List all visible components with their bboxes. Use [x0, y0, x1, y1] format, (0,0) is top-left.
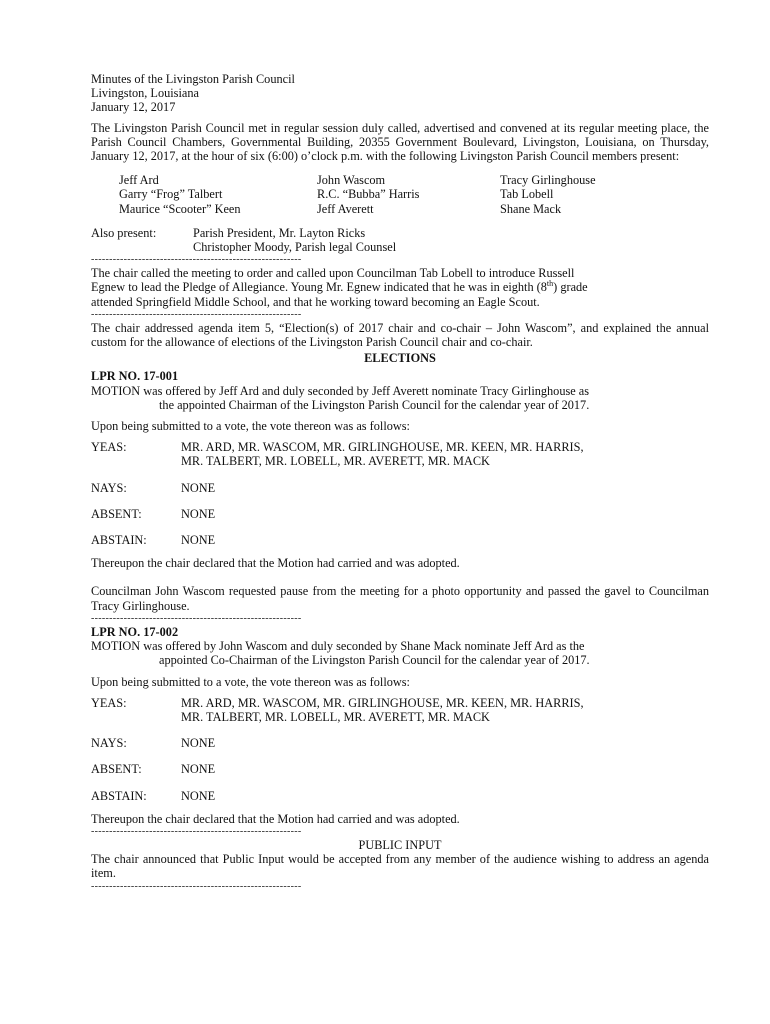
elections-heading: ELECTIONS — [364, 351, 436, 366]
nays-value: NONE — [181, 480, 216, 495]
motion-number: LPR NO. 17-002 — [91, 624, 179, 639]
member-name: Tracy Girlinghouse — [500, 173, 596, 188]
abstain-value: NONE — [181, 533, 216, 548]
vote-abstain — [91, 789, 709, 803]
motion-section — [91, 625, 709, 826]
yeas-label: YEAS: — [91, 440, 127, 455]
also-present-label: Also present: — [91, 225, 157, 240]
motion-text-line-1: MOTION was offered by Jeff Ard and duly seconded by Jeff Averett nominate Tracy Girlinghouse as — [91, 383, 590, 398]
motion-text-line-2: appointed Co-Chairman of the Livingston Parish Council for the calendar year of 2017. — [159, 653, 590, 668]
absent-value: NONE — [181, 506, 216, 521]
absent-label: ABSENT: — [91, 762, 142, 777]
nays-value: NONE — [181, 736, 216, 751]
member-name: R.C. “Bubba” Harris — [317, 187, 420, 202]
motion-text-line-1: MOTION was offered by John Wascom and duly seconded by Shane Mack nominate Jeff Ard as the — [91, 639, 585, 654]
pledge-line-2: Egnew to lead the Pledge of Allegiance. Young Mr. Egnew indicated that he was in eighth (8th) grade — [91, 279, 588, 295]
motion-text-line-2: the appointed Chairman of the Livingston Parish Council for the calendar year of 2017. — [159, 397, 590, 412]
motion-section — [91, 369, 709, 570]
also-present-line-2: Christopher Moody, Parish legal Counsel — [193, 240, 397, 255]
agenda-paragraph: The chair addressed agenda item 5, “Election(s) of 2017 chair and co-chair – John Wascom”, and explained the annual custom for the allowance of elections of the Livingston Parish Council chair and co-chair. — [91, 320, 709, 350]
header-date: January 12, 2017 — [91, 100, 176, 115]
vote-absent — [91, 762, 709, 776]
abstain-label: ABSTAIN: — [91, 533, 147, 548]
document-header — [91, 72, 709, 115]
member-name: Shane Mack — [500, 201, 562, 216]
intro-paragraph: The Livingston Parish Council met in regular session duly called, advertised and convened at its regular meeting place, the Parish Council Chambers, Governmental Building, 20355 Government Boulevard, Livingston, Louisiana, on Thursday, January 12, 2017, at the hour of six (6:00) o’clock p.m. with the following Livingston Parish Council members present: — [91, 120, 709, 164]
public-input-paragraph: The chair announced that Public Input would be accepted from any member of the audience wishing to address an agenda item. — [91, 852, 709, 881]
photo-pause-paragraph: Councilman John Wascom requested pause from the meeting for a photo opportunity and passed the gavel to Councilman Tracy Girlinghouse. — [91, 584, 709, 613]
minutes-document — [91, 72, 709, 893]
yeas-line-1: MR. ARD, MR. WASCOM, MR. GIRLINGHOUSE, MR. KEEN, MR. HARRIS, — [181, 695, 584, 710]
nays-label: NAYS: — [91, 480, 127, 495]
motion-result: Thereupon the chair declared that the Motion had carried and was adopted. — [91, 556, 460, 571]
member-name: Tab Lobell — [500, 187, 554, 202]
vote-nays — [91, 481, 709, 495]
header-title: Minutes of the Livingston Parish Council — [91, 72, 295, 86]
members-present-list — [119, 173, 709, 216]
abstain-value: NONE — [181, 788, 216, 803]
also-present — [91, 226, 709, 254]
motion-result: Thereupon the chair declared that the Motion had carried and was adopted. — [91, 811, 460, 826]
member-name: John Wascom — [317, 173, 386, 188]
vote-nays — [91, 736, 709, 750]
vote-abstain — [91, 533, 709, 547]
abstain-label: ABSTAIN: — [91, 788, 147, 803]
member-name: Maurice “Scooter” Keen — [119, 201, 241, 216]
nays-label: NAYS: — [91, 736, 127, 751]
member-name: Jeff Averett — [317, 201, 374, 216]
public-input-heading: PUBLIC INPUT — [358, 837, 442, 852]
divider: ---------------------------------------------------------- — [91, 308, 302, 320]
pledge-line-3: attended Springfield Middle School, and that he working toward becoming an Eagle Scout. — [91, 294, 540, 309]
vote-yeas — [91, 696, 709, 724]
ordinal-superscript: th — [546, 279, 554, 289]
vote-intro: Upon being submitted to a vote, the vote thereon was as follows: — [91, 674, 410, 689]
member-name: Jeff Ard — [119, 173, 159, 188]
yeas-line-1: MR. ARD, MR. WASCOM, MR. GIRLINGHOUSE, MR. KEEN, MR. HARRIS, — [181, 440, 584, 455]
absent-label: ABSENT: — [91, 506, 142, 521]
header-location: Livingston, Louisiana — [91, 86, 199, 101]
also-present-line-1: Parish President, Mr. Layton Ricks — [193, 225, 366, 240]
divider: ---------------------------------------------------------- — [91, 880, 302, 892]
divider: ---------------------------------------------------------- — [91, 254, 302, 266]
pledge-paragraph — [91, 266, 709, 309]
divider: ---------------------------------------------------------- — [91, 825, 302, 837]
divider: ---------------------------------------------------------- — [91, 612, 302, 624]
motion-number: LPR NO. 17-001 — [91, 369, 179, 384]
yeas-line-2: MR. TALBERT, MR. LOBELL, MR. AVERETT, MR. MACK — [181, 709, 490, 724]
absent-value: NONE — [181, 762, 216, 777]
vote-absent — [91, 507, 709, 521]
yeas-line-2: MR. TALBERT, MR. LOBELL, MR. AVERETT, MR. MACK — [181, 454, 490, 469]
vote-yeas — [91, 440, 709, 468]
pledge-line-1: The chair called the meeting to order and called upon Councilman Tab Lobell to introduce Russell — [91, 266, 575, 281]
member-name: Garry “Frog” Talbert — [119, 187, 223, 202]
vote-intro: Upon being submitted to a vote, the vote thereon was as follows: — [91, 419, 410, 434]
yeas-label: YEAS: — [91, 695, 127, 710]
